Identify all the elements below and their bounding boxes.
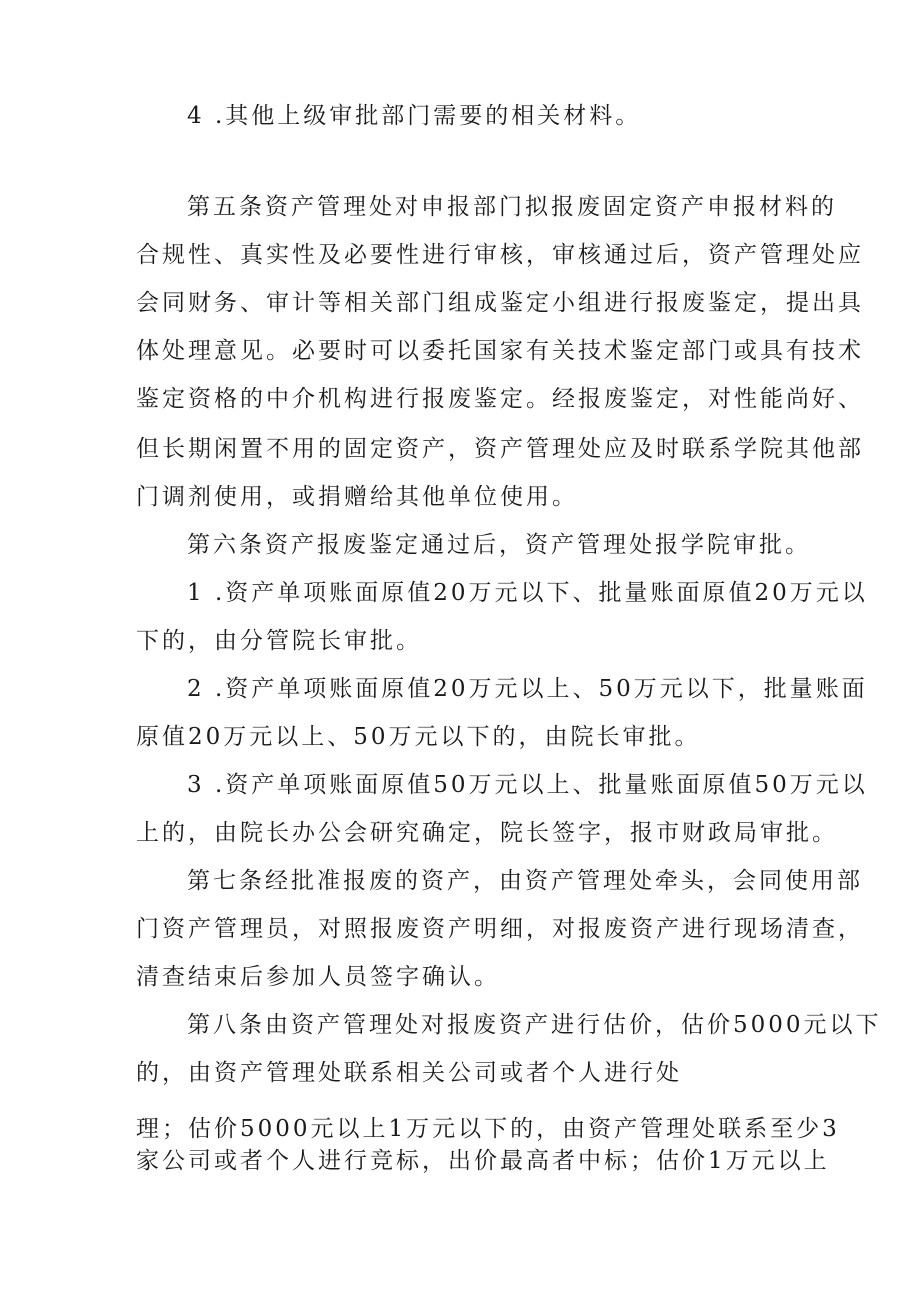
paragraph-line: 4 .其他上级审批部门需要的相关材料。 xyxy=(187,103,642,129)
paragraph-line: 的，由资产管理处联系相关公司或者个人进行处 xyxy=(136,1060,682,1086)
paragraph-line: 2 .资产单项账面原值20万元以上、50万元以下，批量账面 xyxy=(187,676,868,702)
paragraph-line: 清查结束后参加人员签字确认。 xyxy=(136,964,500,990)
paragraph-line: 理；估价5000元以上1万元以下的，由资产管理处联系至少3 xyxy=(136,1116,840,1142)
paragraph-line: 1 .资产单项账面原值20万元以下、批量账面原值20万元以 xyxy=(187,580,868,606)
paragraph-line: 家公司或者个人进行竞标，出价最高者中标；估价1万元以上 xyxy=(136,1148,830,1174)
paragraph-line: 但长期闲置不用的固定资产，资产管理处应及时联系学院其他部 xyxy=(136,436,864,462)
paragraph-line: 第八条由资产管理处对报废资产进行估价，估价5000元以下 xyxy=(187,1012,882,1038)
paragraph-line: 下的，由分管院长审批。 xyxy=(136,628,422,654)
paragraph-line: 第七条经批准报废的资产，由资产管理处牵头，会同使用部 xyxy=(187,868,863,894)
paragraph-line: 原值20万元以上、50万元以下的，由院长审批。 xyxy=(136,724,701,750)
paragraph-line: 门资产管理员，对照报废资产明细，对报废资产进行现场清查， xyxy=(136,916,864,942)
paragraph-line: 门调剂使用，或捐赠给其他单位使用。 xyxy=(136,484,578,510)
paragraph-line: 第六条资产报废鉴定通过后，资产管理处报学院审批。 xyxy=(187,532,811,558)
paragraph-line: 上的，由院长办公会研究确定，院长签字，报市财政局审批。 xyxy=(136,820,838,846)
paragraph-line: 合规性、真实性及必要性进行审核，审核通过后，资产管理处应 xyxy=(136,242,864,268)
paragraph-line: 第五条资产管理处对申报部门拟报废固定资产申报材料的 xyxy=(187,194,837,220)
paragraph-line: 会同财务、审计等相关部门组成鉴定小组进行报废鉴定，提出具 xyxy=(136,290,864,316)
paragraph-line: 体处理意见。必要时可以委托国家有关技术鉴定部门或具有技术 xyxy=(136,338,864,364)
paragraph-line: 3 .资产单项账面原值50万元以上、批量账面原值50万元以 xyxy=(187,772,868,798)
paragraph-line: 鉴定资格的中介机构进行报废鉴定。经报废鉴定，对性能尚好、 xyxy=(136,386,864,412)
